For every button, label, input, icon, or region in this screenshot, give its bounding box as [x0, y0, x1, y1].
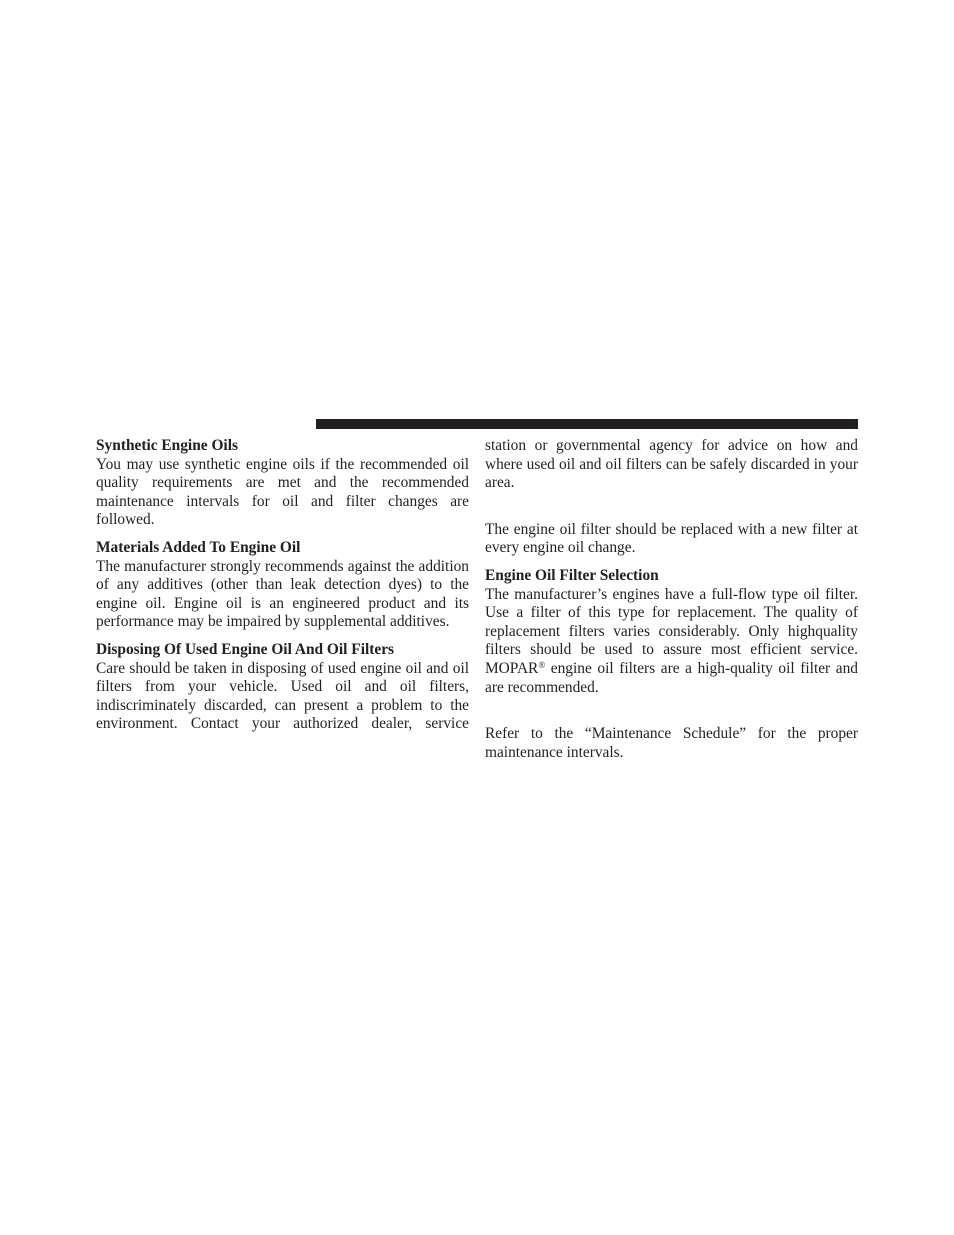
- paragraph-synthetic-engine-oils: You may use synthetic engine oils if the recommended oil quality requirements are met and the recommended maintenance intervals for oil and filter changes are followed.: [96, 455, 469, 529]
- registered-mark: ®: [538, 659, 546, 670]
- filter-selection-text-start: The manufacturer’s engines have a full-flow type oil filter. Use a filter of this type for replacement. The quality of replacement filters varies considerably. Only highquality filters should be used to assure most efficient service. MOPAR: [485, 585, 858, 677]
- heading-disposing-used-oil: Disposing Of Used Engine Oil And Oil Filters: [96, 640, 395, 658]
- paragraph-refer-maintenance: Refer to the “Maintenance Schedule” for the proper maintenance intervals.: [485, 725, 858, 761]
- heading-materials-added: Materials Added To Engine Oil: [96, 538, 301, 556]
- right-column: [485, 437, 858, 762]
- paragraph-disposing-used-oil: Care should be taken in disposing of used engine oil and oil filters from your vehicle. Used oil and oil filters, indiscriminately discarded, can present a problem to the environment. Contact your authorized dealer, service: [96, 659, 469, 733]
- heading-synthetic-engine-oils: Synthetic Engine Oils: [96, 437, 238, 454]
- heading-oil-filter-selection: Engine Oil Filter Selection: [485, 566, 659, 584]
- section-divider-bar: [316, 419, 858, 429]
- paragraph-materials-added: The manufacturer strongly recommends against the addition of any additives (other than leak detection dyes) to the engine oil. Engine oil is an engineered product and its performance may be impaired by supplemental additives.: [96, 557, 469, 631]
- filter-selection-text-end: engine oil filters are a high-quality oil filter and are recommended.: [485, 659, 858, 696]
- left-column: [96, 437, 469, 734]
- paragraph-disposing-continued: station or governmental agency for advice on how and where used oil and oil filters can be safely discarded in your area.: [485, 437, 858, 492]
- paragraph-filter-replacement: The engine oil filter should be replaced with a new filter at every engine oil change.: [485, 520, 858, 557]
- paragraph-oil-filter-selection: [485, 586, 858, 698]
